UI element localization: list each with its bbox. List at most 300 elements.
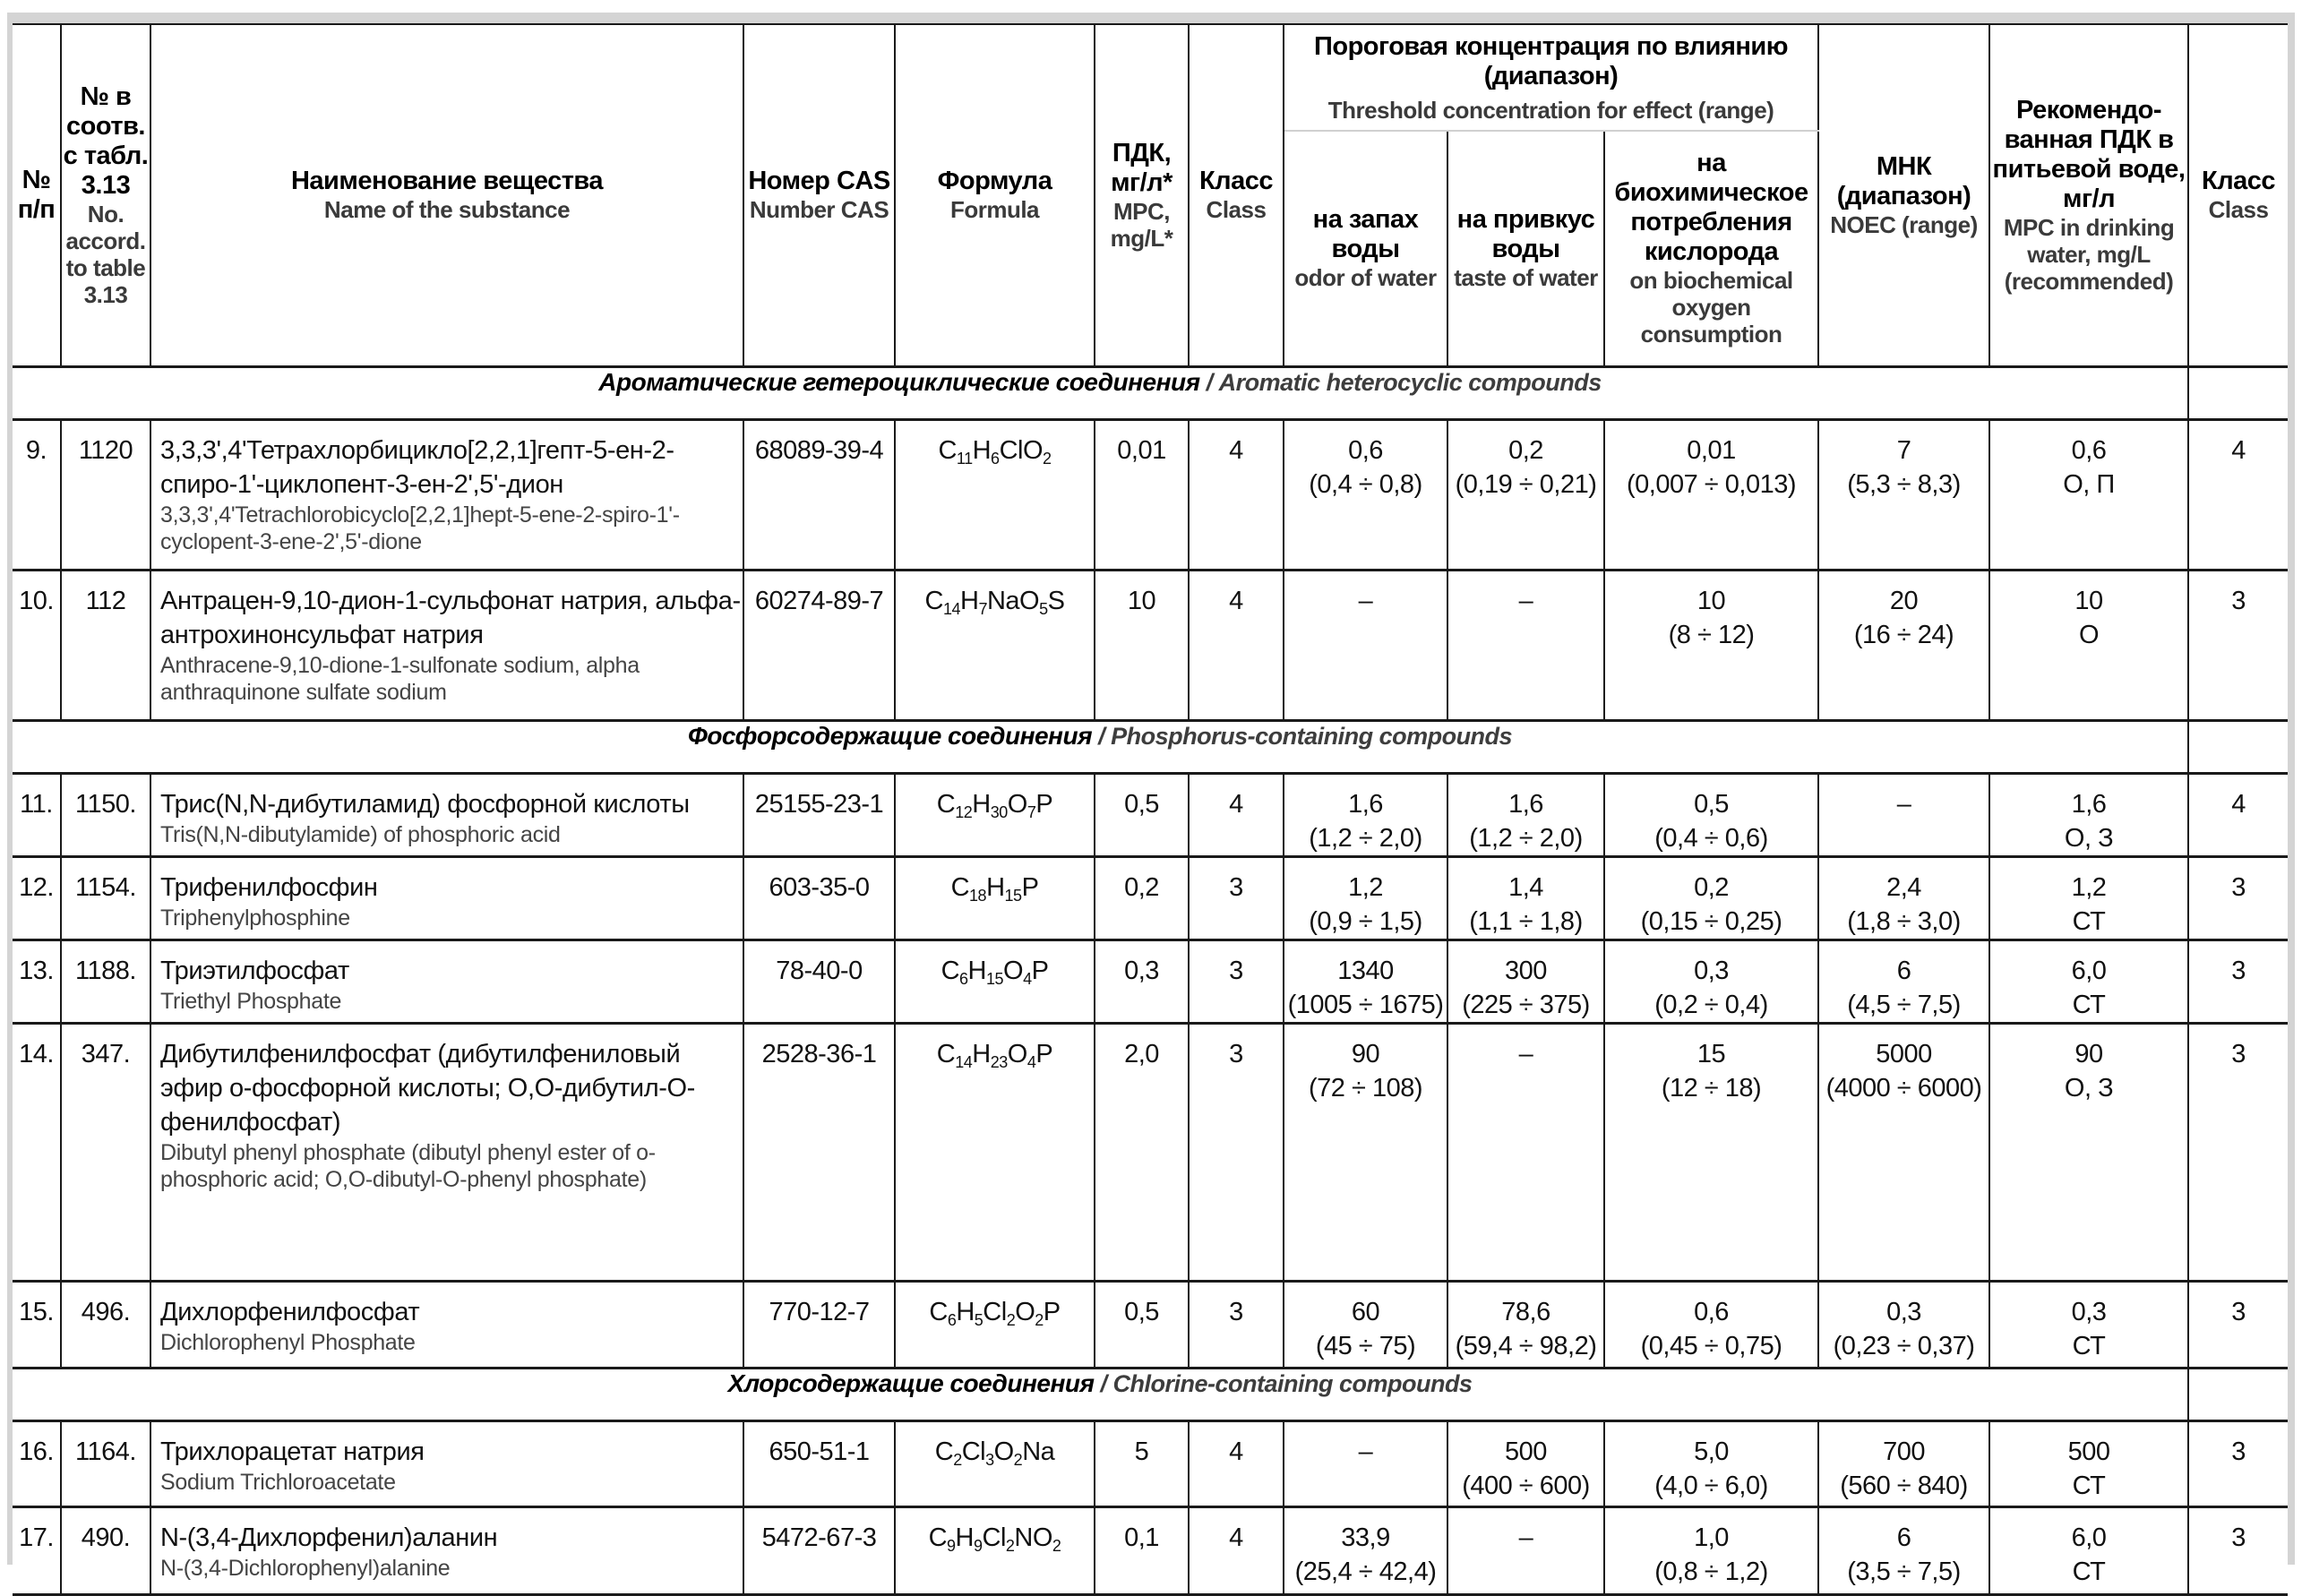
row-cas-cell bbox=[743, 1420, 895, 1506]
row-ref: 1188. bbox=[75, 956, 136, 985]
formula-subscript: 7 bbox=[1026, 802, 1036, 821]
odor-line-range: (45 ÷ 75) bbox=[1315, 1331, 1416, 1360]
noec-line-range: (3,5 ÷ 7,5) bbox=[1847, 1557, 1961, 1586]
table-header bbox=[13, 24, 2288, 366]
formula-element: Na bbox=[1022, 1437, 1055, 1466]
table-row bbox=[13, 773, 2288, 856]
section-class-spacer bbox=[2188, 720, 2288, 773]
row-cas-cell bbox=[743, 1023, 895, 1281]
row-noec bbox=[1819, 1508, 1988, 1589]
row-name-ru: 3,3,3',4'Тетрахлорбицикло[2,2,1]гепт-5-ен-2-спиро-1'-циклопент-3-ен-2',5'-дион bbox=[160, 435, 674, 499]
row-formula bbox=[896, 1283, 1094, 1329]
formula-subscript: 3 bbox=[985, 1450, 994, 1469]
row-ref-cell bbox=[61, 419, 150, 570]
formula-element: P bbox=[1043, 1297, 1061, 1326]
header-ref-ru: № в соотв. с табл. 3.13 bbox=[63, 82, 149, 200]
odor-line-value: – bbox=[1358, 586, 1373, 615]
row-rec-cell bbox=[1989, 1420, 2188, 1506]
row-bod-cell bbox=[1604, 1420, 1818, 1506]
formula-element: P bbox=[1031, 956, 1049, 985]
row-ref: 1120 bbox=[78, 435, 133, 465]
bod-line-value: 10 bbox=[1696, 586, 1726, 615]
row-rec bbox=[1990, 421, 2187, 502]
row-odor bbox=[1284, 1025, 1447, 1105]
row-formula bbox=[896, 858, 1094, 905]
row-taste bbox=[1448, 571, 1603, 618]
formula-subscript: 14 bbox=[955, 1052, 973, 1071]
taste-line-value: 300 bbox=[1505, 956, 1547, 985]
table-row bbox=[13, 419, 2288, 570]
header-taste-en: taste of water bbox=[1454, 264, 1598, 292]
row-num-cell bbox=[13, 1420, 61, 1506]
row-ref-cell bbox=[61, 856, 150, 940]
header-cas-ru: Номер CAS bbox=[748, 167, 890, 196]
taste-line-range: (1,1 ÷ 1,8) bbox=[1469, 906, 1583, 936]
row-mpc: 0,5 bbox=[1124, 789, 1159, 819]
row-class2: 3 bbox=[2231, 1039, 2246, 1068]
row-formula bbox=[896, 941, 1094, 988]
row-formula-cell bbox=[895, 419, 1095, 570]
row-cas: 650-51-1 bbox=[769, 1437, 870, 1466]
row-num: 14. bbox=[19, 1039, 54, 1068]
row-taste-cell bbox=[1447, 570, 1604, 720]
row-formula-cell bbox=[895, 940, 1095, 1023]
row-name-cell bbox=[150, 419, 743, 570]
row-noec-cell bbox=[1818, 1023, 1989, 1281]
row-num: 10. bbox=[19, 586, 54, 615]
odor-line-value: 1,6 bbox=[1348, 789, 1383, 819]
row-noec-cell bbox=[1818, 1281, 1989, 1368]
formula-element: NO bbox=[1014, 1523, 1052, 1552]
row-num-cell bbox=[13, 419, 61, 570]
row-odor-cell bbox=[1284, 856, 1447, 940]
row-class: 4 bbox=[1229, 1523, 1243, 1552]
header-formula-ru: Формула bbox=[937, 167, 1052, 196]
row-bod bbox=[1605, 941, 1817, 1022]
row-odor bbox=[1284, 941, 1447, 1022]
row-odor bbox=[1284, 1422, 1447, 1469]
row-class-cell bbox=[1189, 570, 1284, 720]
noec-line-value: – bbox=[1896, 789, 1911, 819]
row-name-en: Triethyl Phosphate bbox=[160, 988, 342, 1014]
bod-line-range: (0,45 ÷ 0,75) bbox=[1640, 1331, 1782, 1360]
row-class2: 3 bbox=[2231, 1437, 2246, 1466]
formula-element: C bbox=[934, 1437, 954, 1466]
row-odor-cell bbox=[1284, 773, 1447, 856]
formula-element: C bbox=[936, 789, 956, 819]
row-bod-cell bbox=[1604, 856, 1818, 940]
formula-element: C bbox=[938, 435, 957, 465]
row-odor-cell bbox=[1284, 570, 1447, 720]
bod-line-range: (0,15 ÷ 0,25) bbox=[1640, 906, 1782, 936]
formula-subscript: 2 bbox=[1005, 1536, 1015, 1555]
header-class2-ru: Класс bbox=[2202, 167, 2276, 196]
row-noec-cell bbox=[1818, 1506, 1989, 1594]
row-noec-cell bbox=[1818, 773, 1989, 856]
formula-element: Cl bbox=[983, 1297, 1007, 1326]
formula-subscript: 2 bbox=[1013, 1450, 1023, 1469]
row-taste bbox=[1448, 775, 1603, 855]
row-name-cell bbox=[150, 570, 743, 720]
section-title-en: Phosphorus-containing compounds bbox=[1111, 722, 1513, 750]
row-formula bbox=[896, 1508, 1094, 1555]
row-class: 3 bbox=[1229, 872, 1243, 902]
row-bod-cell bbox=[1604, 1281, 1818, 1368]
section-title-separator: / bbox=[1199, 368, 1219, 396]
header-odor-en: odor of water bbox=[1294, 264, 1437, 292]
formula-element: O bbox=[1007, 789, 1027, 819]
substances-table bbox=[13, 23, 2288, 1596]
header-ref bbox=[61, 24, 150, 366]
section-title-ru: Хлорсодержащие соединения bbox=[727, 1369, 1095, 1397]
table-row bbox=[13, 856, 2288, 940]
row-odor-cell bbox=[1284, 1281, 1447, 1368]
section-title-ru: Фосфорсодержащие соединения bbox=[687, 721, 1093, 750]
formula-subscript: 7 bbox=[978, 599, 987, 618]
row-cas-cell bbox=[743, 1281, 895, 1368]
row-taste bbox=[1448, 1025, 1603, 1071]
row-taste bbox=[1448, 858, 1603, 939]
row-name-cell bbox=[150, 773, 743, 856]
formula-element: P bbox=[1035, 789, 1053, 819]
row-num: 17. bbox=[19, 1523, 54, 1552]
row-formula-cell bbox=[895, 1506, 1095, 1594]
header-class-ru: Класс bbox=[1198, 167, 1273, 196]
row-rec bbox=[1990, 858, 2187, 939]
section-header-row bbox=[13, 720, 2288, 773]
section-header-row bbox=[13, 366, 2288, 419]
row-bod-cell bbox=[1604, 570, 1818, 720]
bod-line-range: (12 ÷ 18) bbox=[1661, 1073, 1762, 1103]
row-cas: 78-40-0 bbox=[776, 956, 863, 985]
row-mpc-cell bbox=[1095, 570, 1189, 720]
section-title-en: Aromatic heterocyclic compounds bbox=[1218, 368, 1602, 396]
rec-line-value: 1,6 bbox=[2071, 789, 2107, 819]
row-name-en: Dibutyl phenyl phosphate (dibutyl phenyl ester of o-phosphoric acid; O,O-dibutyl-O-phenyl phosphate) bbox=[160, 1139, 656, 1192]
header-odor bbox=[1284, 131, 1447, 366]
row-formula-cell bbox=[895, 1023, 1095, 1281]
row-rec-cell bbox=[1989, 773, 2188, 856]
taste-line-value: 500 bbox=[1505, 1437, 1547, 1466]
formula-subscript: 9 bbox=[947, 1536, 956, 1555]
row-cas: 60274-89-7 bbox=[754, 586, 884, 615]
header-noec bbox=[1818, 24, 1989, 366]
row-mpc: 0,2 bbox=[1124, 872, 1159, 902]
row-class2-cell bbox=[2188, 940, 2288, 1023]
row-bod bbox=[1605, 1422, 1817, 1503]
row-rec-cell bbox=[1989, 856, 2188, 940]
formula-element: H bbox=[960, 586, 979, 615]
formula-element: O bbox=[993, 1437, 1014, 1466]
taste-line-range: (0,19 ÷ 0,21) bbox=[1455, 469, 1597, 499]
formula-element: C bbox=[950, 872, 970, 902]
header-bod-en: on biochemical oxygen consumption bbox=[1629, 267, 1793, 348]
header-class2 bbox=[2188, 24, 2288, 366]
noec-line-range: (5,3 ÷ 8,3) bbox=[1847, 469, 1961, 499]
odor-line-range: (1,2 ÷ 2,0) bbox=[1309, 823, 1422, 853]
header-name bbox=[150, 24, 743, 366]
formula-subscript: 12 bbox=[955, 802, 973, 821]
row-formula bbox=[896, 421, 1094, 468]
row-rec-cell bbox=[1989, 940, 2188, 1023]
row-mpc-cell bbox=[1095, 1506, 1189, 1594]
row-rec-cell bbox=[1989, 419, 2188, 570]
row-name-ru: Трис(N,N-дибутиламид) фосфорной кислоты bbox=[160, 789, 690, 819]
header-rec-en: MPC in drinking water, mg/L (recommended) bbox=[2003, 213, 2175, 295]
header-name-ru: Наименование вещества bbox=[290, 167, 603, 196]
header-recommended bbox=[1989, 24, 2188, 366]
row-ref-cell bbox=[61, 1281, 150, 1368]
formula-subscript: 14 bbox=[942, 599, 960, 618]
taste-line-value: 1,6 bbox=[1508, 789, 1543, 819]
formula-element: H bbox=[955, 1523, 974, 1552]
row-class2-cell bbox=[2188, 1420, 2288, 1506]
row-formula bbox=[896, 571, 1094, 618]
row-class2: 4 bbox=[2231, 435, 2246, 465]
table-row bbox=[13, 1023, 2288, 1281]
row-mpc: 0,1 bbox=[1124, 1523, 1159, 1552]
row-name-cell bbox=[150, 1281, 743, 1368]
header-noec-en: NOEC (range) bbox=[1830, 210, 1978, 238]
row-cas: 5472-67-3 bbox=[761, 1523, 877, 1552]
row-num: 9. bbox=[25, 435, 47, 465]
formula-element: Cl bbox=[961, 1437, 986, 1466]
row-num-cell bbox=[13, 570, 61, 720]
row-ref: 496. bbox=[81, 1297, 131, 1326]
row-odor bbox=[1284, 858, 1447, 939]
rec-line-range: СТ bbox=[2072, 1557, 2106, 1586]
row-cas: 770-12-7 bbox=[769, 1297, 870, 1326]
taste-line-value: – bbox=[1518, 1039, 1533, 1068]
row-cas: 603-35-0 bbox=[769, 872, 870, 902]
row-name-cell bbox=[150, 940, 743, 1023]
row-ref-cell bbox=[61, 1506, 150, 1594]
row-mpc-cell bbox=[1095, 419, 1189, 570]
row-rec bbox=[1990, 1025, 2187, 1105]
row-class2-cell bbox=[2188, 856, 2288, 940]
rec-line-range: О, П bbox=[2063, 469, 2115, 499]
section-title-en: Chlorine-containing compounds bbox=[1112, 1369, 1473, 1397]
formula-subscript: 9 bbox=[973, 1536, 983, 1555]
formula-element: NaO bbox=[986, 586, 1040, 615]
row-taste-cell bbox=[1447, 1281, 1604, 1368]
row-formula bbox=[896, 775, 1094, 821]
row-name-en: Triphenylphosphine bbox=[160, 905, 350, 931]
row-rec-cell bbox=[1989, 1023, 2188, 1281]
row-noec bbox=[1819, 571, 1988, 652]
bod-line-value: 5,0 bbox=[1694, 1437, 1729, 1466]
row-class: 3 bbox=[1229, 1297, 1243, 1326]
row-odor bbox=[1284, 1508, 1447, 1589]
formula-element: O bbox=[1007, 1039, 1027, 1068]
row-ref-cell bbox=[61, 570, 150, 720]
row-name-cell bbox=[150, 1420, 743, 1506]
formula-element: C bbox=[936, 1039, 956, 1068]
formula-subscript: 2 bbox=[1052, 1536, 1061, 1555]
row-cas-cell bbox=[743, 856, 895, 940]
row-name-ru: Триэтилфосфат bbox=[160, 956, 349, 985]
row-name-ru: N-(3,4-Дихлорфенил)аланин bbox=[160, 1523, 498, 1552]
row-ref: 490. bbox=[81, 1523, 131, 1552]
row-name-en: Anthracene-9,10-dione-1-sulfonate sodium, alpha anthraquinone sulfate sodium bbox=[160, 652, 640, 705]
taste-line-range: (59,4 ÷ 98,2) bbox=[1455, 1331, 1597, 1360]
rec-line-range: О, З bbox=[2064, 1073, 2114, 1103]
header-cas-en: Number CAS bbox=[749, 196, 889, 224]
formula-subscript: 2 bbox=[1006, 1310, 1016, 1329]
odor-line-range: (0,4 ÷ 0,8) bbox=[1309, 469, 1422, 499]
row-num-cell bbox=[13, 1023, 61, 1281]
odor-line-value: 1,2 bbox=[1348, 872, 1383, 902]
odor-line-range: (1005 ÷ 1675) bbox=[1287, 990, 1444, 1019]
row-class-cell bbox=[1189, 856, 1284, 940]
formula-subscript: 6 bbox=[947, 1310, 957, 1329]
taste-line-value: – bbox=[1518, 586, 1533, 615]
table-row bbox=[13, 1420, 2288, 1506]
header-mpc-en: MPC, mg/L* bbox=[1110, 197, 1173, 252]
taste-line-range: (1,2 ÷ 2,0) bbox=[1469, 823, 1583, 853]
row-mpc-cell bbox=[1095, 1023, 1189, 1281]
formula-element: P bbox=[1021, 872, 1039, 902]
row-taste bbox=[1448, 1422, 1603, 1503]
row-noec bbox=[1819, 775, 1988, 821]
bod-line-range: (0,2 ÷ 0,4) bbox=[1654, 990, 1768, 1019]
header-num-ru: № п/п bbox=[17, 165, 56, 224]
row-rec bbox=[1990, 1508, 2187, 1589]
row-class2: 4 bbox=[2231, 789, 2246, 819]
row-mpc-cell bbox=[1095, 1281, 1189, 1368]
row-odor bbox=[1284, 571, 1447, 618]
row-formula-cell bbox=[895, 773, 1095, 856]
section-title-ru: Ароматические гетероциклические соединения bbox=[598, 367, 1200, 396]
rec-line-value: 0,6 bbox=[2071, 435, 2107, 465]
row-mpc: 0,01 bbox=[1117, 435, 1166, 465]
row-noec bbox=[1819, 858, 1988, 939]
odor-line-value: 33,9 bbox=[1341, 1523, 1390, 1552]
row-rec bbox=[1990, 571, 2187, 652]
row-cas-cell bbox=[743, 570, 895, 720]
odor-line-value: 60 bbox=[1351, 1297, 1380, 1326]
formula-subscript: 5 bbox=[974, 1310, 984, 1329]
formula-element: ClO bbox=[999, 435, 1044, 465]
row-odor-cell bbox=[1284, 419, 1447, 570]
header-bod bbox=[1604, 131, 1818, 366]
row-num-cell bbox=[13, 1506, 61, 1594]
noec-line-range: (1,8 ÷ 3,0) bbox=[1847, 906, 1961, 936]
row-class2-cell bbox=[2188, 570, 2288, 720]
rec-line-value: 6,0 bbox=[2071, 1523, 2107, 1552]
rec-line-value: 1,2 bbox=[2071, 872, 2107, 902]
formula-element: P bbox=[1035, 1039, 1053, 1068]
header-threshold-ru: Пороговая концентрация по влиянию (диапазон) bbox=[1314, 31, 1788, 90]
row-num-cell bbox=[13, 1281, 61, 1368]
formula-subscript: 2 bbox=[953, 1450, 962, 1469]
formula-element: C bbox=[928, 1523, 948, 1552]
section-class-spacer bbox=[2188, 1368, 2288, 1420]
row-rec bbox=[1990, 941, 2187, 1022]
bod-line-value: 0,6 bbox=[1694, 1297, 1729, 1326]
header-rec-ru: Рекомендо-ванная ПДК в питьевой воде, мг/л bbox=[1992, 95, 2186, 213]
header-taste bbox=[1447, 131, 1604, 366]
noec-line-range: (4000 ÷ 6000) bbox=[1825, 1073, 1982, 1103]
bod-line-value: 0,01 bbox=[1687, 435, 1736, 465]
row-bod bbox=[1605, 1025, 1817, 1105]
row-formula-cell bbox=[895, 856, 1095, 940]
row-rec bbox=[1990, 1283, 2187, 1363]
noec-line-value: 5000 bbox=[1876, 1039, 1932, 1068]
row-mpc-cell bbox=[1095, 773, 1189, 856]
header-mpc-ru: ПДК, мг/л* bbox=[1111, 138, 1172, 197]
noec-line-range: (4,5 ÷ 7,5) bbox=[1847, 990, 1961, 1019]
row-class: 4 bbox=[1229, 1437, 1243, 1466]
header-formula-en: Formula bbox=[949, 196, 1040, 224]
header-class bbox=[1189, 24, 1284, 366]
row-class-cell bbox=[1189, 1420, 1284, 1506]
row-num: 11. bbox=[20, 789, 53, 819]
rec-line-value: 90 bbox=[2074, 1039, 2103, 1068]
row-rec-cell bbox=[1989, 570, 2188, 720]
row-class-cell bbox=[1189, 773, 1284, 856]
row-ref: 347. bbox=[81, 1039, 131, 1068]
formula-subscript: 11 bbox=[956, 449, 973, 468]
formula-element: C bbox=[929, 1297, 948, 1326]
row-bod bbox=[1605, 421, 1817, 502]
row-odor bbox=[1284, 1283, 1447, 1363]
row-formula-cell bbox=[895, 1281, 1095, 1368]
row-noec bbox=[1819, 941, 1988, 1022]
row-taste-cell bbox=[1447, 1420, 1604, 1506]
row-name-en: 3,3,3',4'Tetrachlorobicyclo[2,2,1]hept-5-ene-2-spiro-1'-cyclopent-3-ene-2',5'-dione bbox=[160, 502, 680, 554]
row-rec-cell bbox=[1989, 1506, 2188, 1594]
header-noec-ru: МНК (диапазон) bbox=[1836, 151, 1971, 210]
rec-line-value: 6,0 bbox=[2071, 956, 2107, 985]
section-header-row bbox=[13, 1368, 2288, 1420]
row-bod bbox=[1605, 1283, 1817, 1363]
row-class-cell bbox=[1189, 940, 1284, 1023]
row-bod-cell bbox=[1604, 940, 1818, 1023]
bod-line-value: 0,2 bbox=[1694, 872, 1729, 902]
row-formula-cell bbox=[895, 1420, 1095, 1506]
formula-subscript: 5 bbox=[1039, 599, 1048, 618]
row-bod bbox=[1605, 1508, 1817, 1589]
row-taste bbox=[1448, 421, 1603, 502]
formula-element: O bbox=[1003, 956, 1024, 985]
row-mpc: 0,5 bbox=[1124, 1297, 1159, 1326]
table-body bbox=[13, 366, 2288, 1594]
table-row bbox=[13, 570, 2288, 720]
noec-line-value: 6 bbox=[1896, 1523, 1911, 1552]
odor-line-range: (25,4 ÷ 42,4) bbox=[1294, 1557, 1437, 1586]
row-name-ru: Дибутилфенилфосфат (дибутилфениловый эфир о-фосфорной кислоты; О,О-дибутил-О-фенилфосфат) bbox=[160, 1039, 695, 1137]
header-class2-en: Class bbox=[2208, 196, 2269, 224]
header-num bbox=[13, 24, 61, 366]
formula-subscript: 6 bbox=[959, 969, 968, 988]
row-name-en: Dichlorophenyl Phosphate bbox=[160, 1329, 416, 1355]
row-cas-cell bbox=[743, 773, 895, 856]
row-taste bbox=[1448, 1508, 1603, 1555]
row-mpc-cell bbox=[1095, 856, 1189, 940]
row-cas-cell bbox=[743, 1506, 895, 1594]
formula-subscript: 15 bbox=[985, 969, 1004, 988]
formula-subscript: 23 bbox=[990, 1052, 1008, 1071]
row-class2: 3 bbox=[2231, 1523, 2246, 1552]
row-class-cell bbox=[1189, 1023, 1284, 1281]
row-rec bbox=[1990, 1422, 2187, 1503]
row-ref: 1154. bbox=[75, 872, 136, 902]
row-num-cell bbox=[13, 773, 61, 856]
row-odor-cell bbox=[1284, 1420, 1447, 1506]
row-cas-cell bbox=[743, 419, 895, 570]
table-row bbox=[13, 1506, 2288, 1594]
